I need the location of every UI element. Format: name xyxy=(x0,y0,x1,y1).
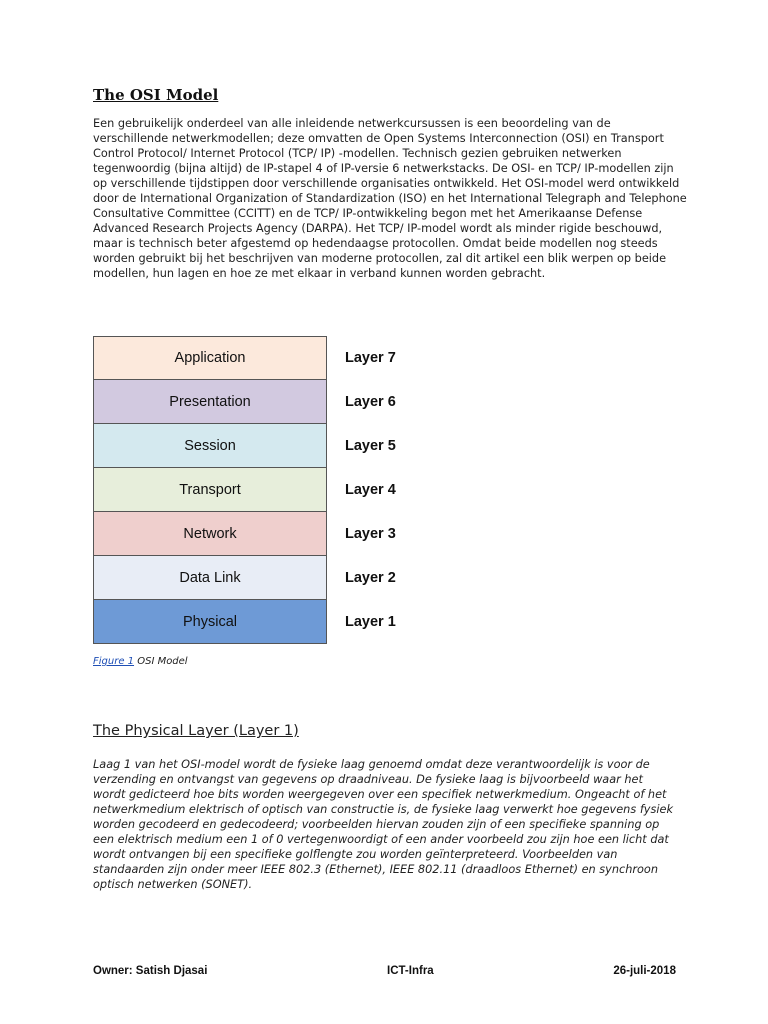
figure-caption-text: OSI Model xyxy=(137,656,188,667)
section-title: The Physical Layer (Layer 1) xyxy=(93,723,299,739)
osi-cell-name: Application xyxy=(93,336,327,380)
osi-cell-name: Session xyxy=(93,424,327,468)
page-footer xyxy=(93,965,676,977)
osi-row-network xyxy=(93,512,396,556)
osi-row-data-link xyxy=(93,556,396,600)
osi-cell-name: Physical xyxy=(93,600,327,644)
footer-department: ICT-Infra xyxy=(387,965,434,977)
osi-row-presentation xyxy=(93,380,396,424)
osi-layer-label: Layer 3 xyxy=(345,526,396,542)
osi-layer-label: Layer 7 xyxy=(345,350,396,366)
osi-row-transport xyxy=(93,468,396,512)
footer-date: 26-juli-2018 xyxy=(613,965,676,977)
osi-row-application xyxy=(93,336,396,380)
osi-row-physical xyxy=(93,600,396,644)
osi-layer-label: Layer 6 xyxy=(345,394,396,410)
osi-layer-label: Layer 2 xyxy=(345,570,396,586)
osi-row-session xyxy=(93,424,396,468)
osi-layer-label: Layer 4 xyxy=(345,482,396,498)
osi-cell-name: Data Link xyxy=(93,556,327,600)
osi-cell-name: Network xyxy=(93,512,327,556)
osi-model-diagram xyxy=(93,336,396,644)
intro-paragraph: Een gebruikelijk onderdeel van alle inleidende netwerkcursussen is een beoordeling van de verschillende netwerkmodellen; deze omvatten de Open Systems Interconnection (OSI) en Transport Control Protocol/ Internet Protocol (TCP/ IP) -modellen. Technisch gezien gebruiken netwerken tegenwoordig (bijna altijd) de IP-stapel 4 of IP-versie 6 netwerkstacks. De OSI- en TCP/ IP-modellen zijn op verschillende tijdstippen door verschillende organisaties ontwikkeld. Het OSI-model werd ontwikkeld door de International Organization of Standardization (ISO) en het International Telegraph and Telephone Consultative Committee (CCITT) en de TCP/ IP-ontwikkeling begon met het Amerikaanse Defense Advanced Research Projects Agency (DARPA). Het TCP/ IP-model wordt als minder rigide beschouwd, maar is technisch beter afgestemd op hedendaagse protocollen. Omdat beide modellen nog steeds worden gebruikt bij het beschrijven van moderne protocollen, zal dit artikel een blik werpen op beide modellen, hun lagen en hoe ze met elkaar in verband kunnen worden gebracht. xyxy=(93,117,687,280)
page-title: The OSI Model xyxy=(93,86,219,104)
osi-cell-name: Presentation xyxy=(93,380,327,424)
section-body: Laag 1 van het OSI-model wordt de fysieke laag genoemd omdat deze verantwoordelijk is voor de verzending en ontvangst van gegevens op draadniveau. De fysieke laag is bijvoorbeeld waar het wordt gedicteerd hoe bits worden weergegeven over een specifiek netwerkmedium. Ongeacht of het netwerkmedium elektrisch of optisch van constructie is, de fysieke laag verwerkt hoe gegevens fysiek worden gecodeerd en gedecodeerd; voorbeelden hiervan zouden zijn of een specifieke spanning op een elektrisch medium een 1 of 0 vertegenwoordigt of een ander voorbeeld zou zijn hoe een licht dat wordt ontvangen bij een specifieke golflengte zou worden geïnterpreteerd. Voorbeelden van standaarden zijn onder meer IEEE 802.3 (Ethernet), IEEE 802.11 (draadloos Ethernet) en synchroon optisch netwerken (SONET). xyxy=(93,758,674,891)
figure-link[interactable]: Figure 1 xyxy=(93,656,135,667)
osi-layer-label: Layer 1 xyxy=(345,614,396,630)
osi-layer-label: Layer 5 xyxy=(345,438,396,454)
footer-owner: Owner: Satish Djasai xyxy=(93,965,208,977)
osi-cell-name: Transport xyxy=(93,468,327,512)
figure-caption xyxy=(93,656,188,667)
